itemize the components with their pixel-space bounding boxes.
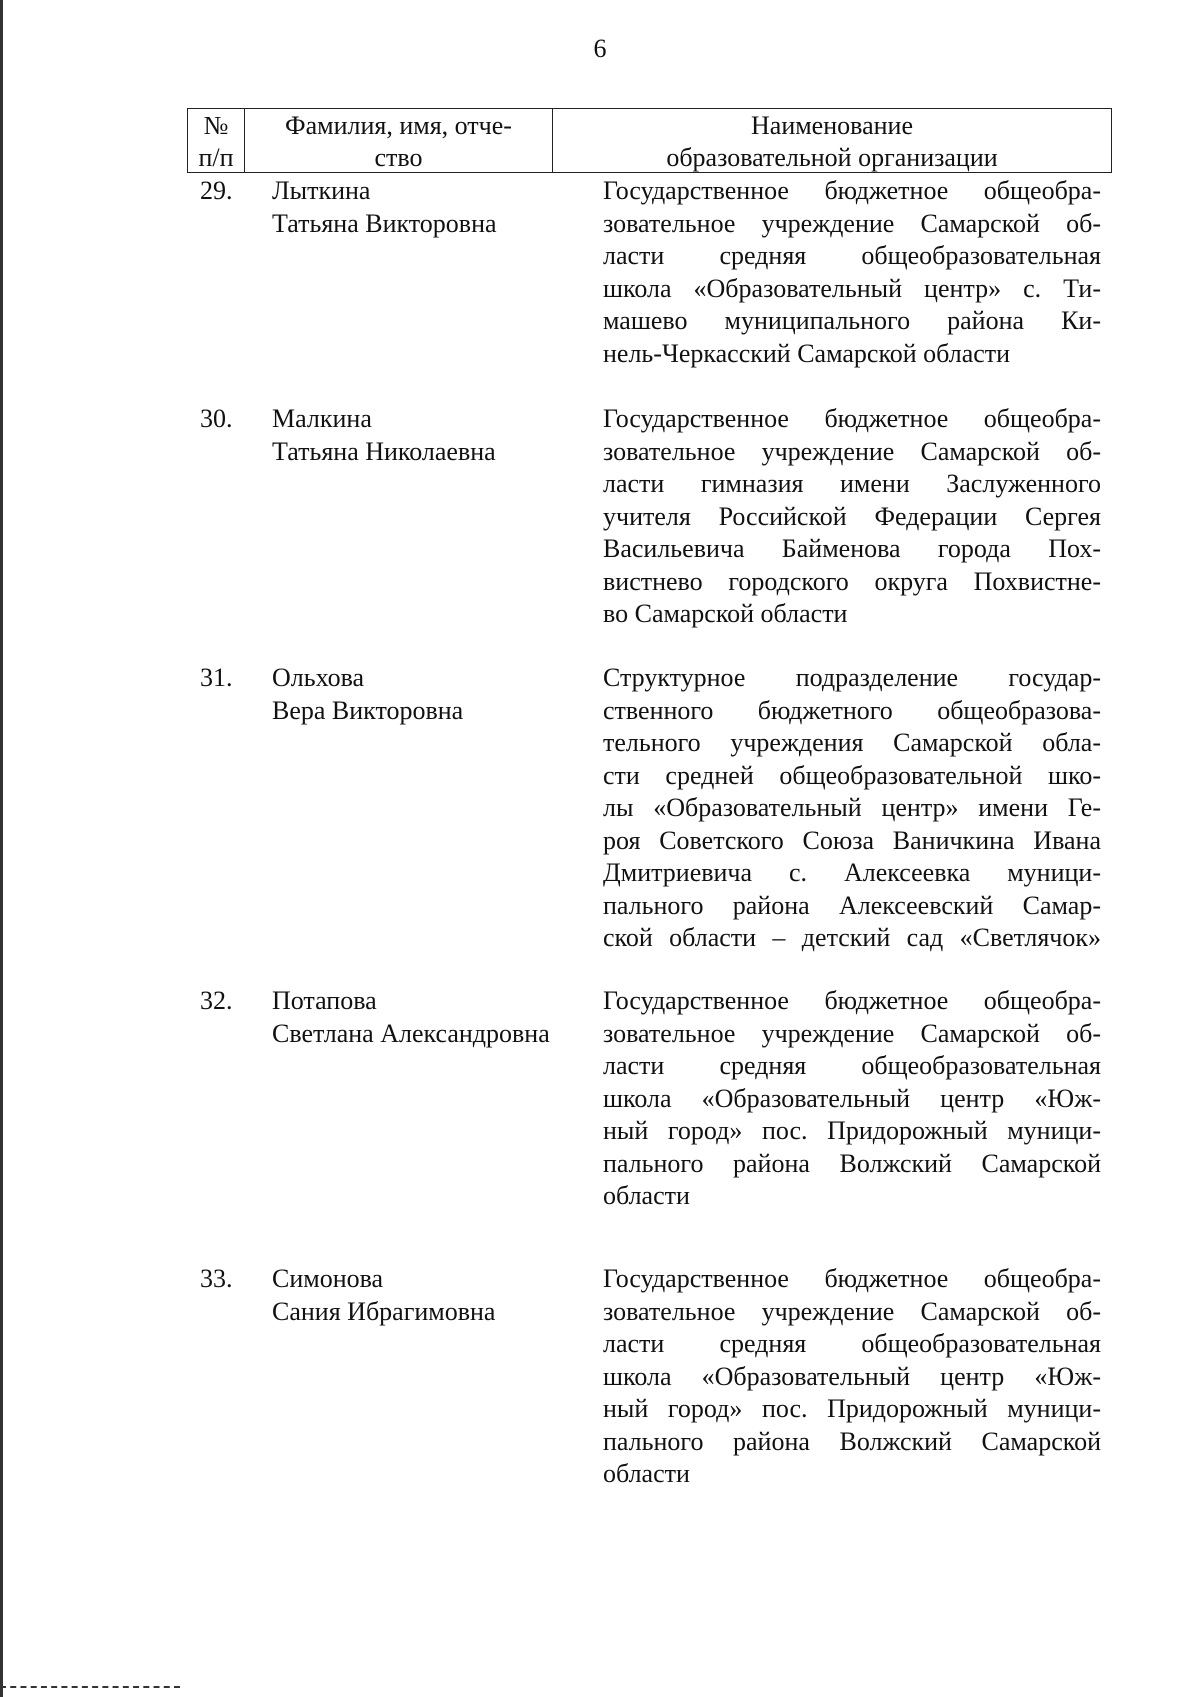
org-line: пального района Алексеевский Самар- <box>603 890 1101 920</box>
row-number: 31. <box>200 663 233 692</box>
org-line: тельного учреждения Самарской обла- <box>603 728 1101 757</box>
org-line: зовательное учреждение Самарской об- <box>603 1296 1101 1326</box>
person-given-names: Светлана Александровна <box>272 1018 550 1048</box>
row-number: 33. <box>200 1264 233 1293</box>
org-line: школа «Образовательный центр «Юж- <box>603 1361 1101 1391</box>
org-line: школа «Образовательный центр» с. Ти- <box>603 273 1101 303</box>
header-num-cell <box>188 109 245 172</box>
person-name <box>272 985 550 1050</box>
org-line: Государственное бюджетное общеобра- <box>603 1264 1101 1293</box>
header-name-line: ство <box>374 143 423 172</box>
organization-name <box>603 662 1101 955</box>
org-line: Дмитриевича с. Алексеевка муници- <box>603 858 1101 887</box>
org-line: ласти средняя общеобразовательная <box>603 1051 1101 1080</box>
organization-name <box>603 985 1101 1213</box>
organization-name <box>603 175 1101 370</box>
person-given-names: Вера Викторовна <box>272 695 464 725</box>
page-left-edge <box>0 0 3 1697</box>
org-line: ласти средняя общеобразовательная <box>603 1329 1101 1358</box>
org-line: школа «Образовательный центр «Юж- <box>603 1083 1101 1113</box>
header-name-cell <box>245 109 553 172</box>
person-name <box>272 403 496 468</box>
org-line: сти средней общеобразовательной шко- <box>603 760 1101 790</box>
person-name <box>272 175 497 240</box>
person-surname: Ольхова <box>272 663 365 692</box>
header-num-line: № <box>203 111 229 140</box>
org-line: области <box>603 1459 690 1488</box>
organization-name <box>603 403 1101 631</box>
header-org-line: Наименование <box>751 111 913 140</box>
org-line: ственного бюджетного общеобразова- <box>603 695 1101 725</box>
row-number: 29. <box>200 176 233 205</box>
person-given-names: Татьяна Викторовна <box>272 208 497 238</box>
org-line: Государственное бюджетное общеобра- <box>603 176 1101 205</box>
org-line: ской области – детский сад «Светлячок» <box>603 923 1101 952</box>
person-surname: Лыткина <box>272 176 371 205</box>
org-line: области <box>603 1181 690 1210</box>
page-number: 6 <box>593 34 607 63</box>
org-line: учителя Российской Федерации Сергея <box>603 501 1101 531</box>
org-line: зовательное учреждение Самарской об- <box>603 1018 1101 1048</box>
person-surname: Малкина <box>272 404 372 433</box>
header-org-cell <box>553 109 1111 172</box>
person-name <box>272 662 463 727</box>
org-line: Государственное бюджетное общеобра- <box>603 404 1101 433</box>
org-line: пального района Волжский Самарской <box>603 1426 1101 1456</box>
row-number: 32. <box>200 986 233 1015</box>
person-name <box>272 1263 495 1328</box>
person-given-names: Татьяна Николаевна <box>272 436 496 466</box>
org-line: ласти средняя общеобразовательная <box>603 241 1101 270</box>
org-line: лы «Образовательный центр» имени Ге- <box>603 793 1101 822</box>
organization-name <box>603 1263 1101 1491</box>
org-line: Структурное подразделение государ- <box>603 663 1101 692</box>
org-line: вистнево городского округа Похвистне- <box>603 566 1101 596</box>
org-line: машево муниципального района Ки- <box>603 306 1101 335</box>
bottom-scan-mark <box>0 1686 180 1688</box>
org-line: пального района Волжский Самарской <box>603 1148 1101 1178</box>
person-surname: Потапова <box>272 986 377 1015</box>
org-line: ласти гимназия имени Заслуженного <box>603 469 1101 498</box>
row-number: 30. <box>200 404 233 433</box>
org-line: зовательное учреждение Самарской об- <box>603 208 1101 238</box>
org-line: Государственное бюджетное общеобра- <box>603 986 1101 1015</box>
org-line: роя Советского Союза Ваничкина Ивана <box>603 825 1101 855</box>
org-line: Васильевича Байменова города Пох- <box>603 534 1101 563</box>
header-name-line: Фамилия, имя, отче- <box>285 111 512 140</box>
person-surname: Симонова <box>272 1264 384 1293</box>
org-line: ный город» пос. Придорожный муници- <box>603 1116 1101 1145</box>
table-header <box>187 108 1112 173</box>
org-line: ный город» пос. Придорожный муници- <box>603 1394 1101 1423</box>
org-line: нель-Черкасский Самарской области <box>603 338 1011 368</box>
header-num-line: п/п <box>198 143 234 172</box>
person-given-names: Сания Ибрагимовна <box>272 1296 496 1326</box>
header-org-line: образовательной организации <box>666 143 998 172</box>
org-line: во Самарской области <box>603 599 848 628</box>
org-line: зовательное учреждение Самарской об- <box>603 436 1101 466</box>
